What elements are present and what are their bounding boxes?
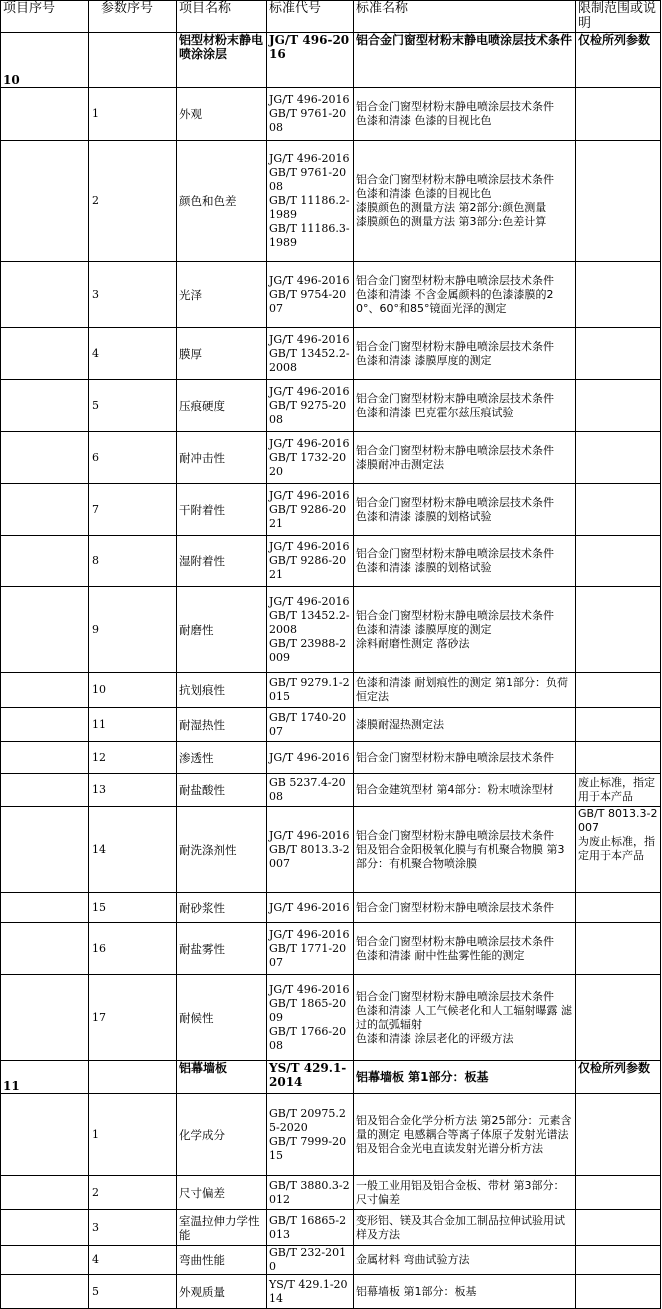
table-row — [1, 742, 661, 774]
group-std-code: YS/T 429.1-2014 — [267, 1061, 354, 1094]
param-no: 14 — [89, 807, 177, 893]
note — [576, 380, 661, 432]
param-no: 9 — [89, 587, 177, 673]
item-name: 耐磨性 — [177, 587, 267, 673]
std-code: JG/T 496-2016 GB/T 9275-2008 — [267, 380, 354, 432]
param-no: 11 — [89, 708, 177, 742]
group-std-name: 铝合金门窗型材粉末静电喷涂层技术条件 — [354, 33, 576, 88]
param-no-empty — [89, 1061, 177, 1094]
std-code: JG/T 496-2016 GB/T 1771-2007 — [267, 923, 354, 975]
item-name: 压痕硬度 — [177, 380, 267, 432]
std-code: JG/T 496-2016 GB/T 1732-2020 — [267, 432, 354, 484]
header-project-no: 项目序号 — [1, 1, 89, 33]
item-name: 耐盐雾性 — [177, 923, 267, 975]
std-name: 铝合金门窗型材粉末静电喷涂层技术条件 漆膜耐冲击测定法 — [354, 432, 576, 484]
param-no: 15 — [89, 893, 177, 923]
std-name: 铝合金门窗型材粉末静电喷涂层技术条件 色漆和清漆 漆膜的划格试验 — [354, 484, 576, 536]
std-code: JG/T 496-2016 GB/T 8013.3-2007 — [267, 807, 354, 893]
table-row — [1, 1246, 661, 1275]
item-name: 膜厚 — [177, 328, 267, 380]
item-name: 抗划痕性 — [177, 673, 267, 708]
std-code: JG/T 496-2016 GB/T 9754-2007 — [267, 262, 354, 328]
note — [576, 484, 661, 536]
std-name: 漆膜耐湿热测定法 — [354, 708, 576, 742]
note — [576, 587, 661, 673]
std-code: GB 5237.4-2008 — [267, 774, 354, 807]
note — [576, 708, 661, 742]
header-row — [1, 1, 661, 33]
std-code: GB/T 1740-2007 — [267, 708, 354, 742]
param-no: 2 — [89, 1176, 177, 1210]
std-name: 铝合金建筑型材 第4部分：粉末喷涂型材 — [354, 774, 576, 807]
std-code: GB/T 16865-2013 — [267, 1210, 354, 1246]
std-name: 铝合金门窗型材粉末静电喷涂层技术条件 色漆和清漆 不含金属颜料的色漆漆膜的20°、60°和85°镜面光泽的测定 — [354, 262, 576, 328]
std-name: 铝合金门窗型材粉末静电喷涂层技术条件 — [354, 893, 576, 923]
std-code: JG/T 496-2016 GB/T 1865-2009 GB/T 1766-2008 — [267, 975, 354, 1061]
table-row — [1, 484, 661, 536]
table-row — [1, 975, 661, 1061]
param-no: 5 — [89, 380, 177, 432]
note — [576, 1094, 661, 1176]
param-no: 8 — [89, 536, 177, 587]
note — [576, 893, 661, 923]
project-no: 11 — [1, 1061, 89, 1094]
table-row — [1, 1094, 661, 1176]
table-row — [1, 536, 661, 587]
note — [576, 1275, 661, 1309]
std-code: GB/T 9279.1-2015 — [267, 673, 354, 708]
item-name: 化学成分 — [177, 1094, 267, 1176]
item-name: 外观质量 — [177, 1275, 267, 1309]
std-name: 铝合金门窗型材粉末静电喷涂层技术条件 — [354, 742, 576, 774]
std-name: 铝幕墙板 第1部分：板基 — [354, 1275, 576, 1309]
std-code: GB/T 232-2010 — [267, 1246, 354, 1275]
param-no: 13 — [89, 774, 177, 807]
item-name: 室温拉伸力学性能 — [177, 1210, 267, 1246]
note — [576, 975, 661, 1061]
table-row — [1, 1176, 661, 1210]
header-param-no: 参数序号 — [89, 1, 177, 33]
table-row — [1, 673, 661, 708]
note — [576, 141, 661, 262]
group-std-code: JG/T 496-2016 — [267, 33, 354, 88]
std-name: 变形铝、镁及其合金加工制品拉伸试验用试样及方法 — [354, 1210, 576, 1246]
note — [576, 1246, 661, 1275]
item-name: 干附着性 — [177, 484, 267, 536]
table-row — [1, 1275, 661, 1309]
item-name: 耐砂浆性 — [177, 893, 267, 923]
table-row — [1, 141, 661, 262]
table-row — [1, 88, 661, 141]
note — [576, 923, 661, 975]
std-name: 铝合金门窗型材粉末静电喷涂层技术条件 色漆和清漆 漆膜的划格试验 — [354, 536, 576, 587]
param-no: 16 — [89, 923, 177, 975]
group-row — [1, 1061, 661, 1094]
table-row — [1, 262, 661, 328]
item-name: 耐湿热性 — [177, 708, 267, 742]
item-name: 耐候性 — [177, 975, 267, 1061]
group-item-name: 铝型材粉末静电喷涂涂层 — [177, 33, 267, 88]
std-code: JG/T 496-2016 GB/T 9761-2008 GB/T 11186.2-1989 GB/T 11186.3-1989 — [267, 141, 354, 262]
note — [576, 88, 661, 141]
table-row — [1, 708, 661, 742]
table-row — [1, 923, 661, 975]
param-no: 6 — [89, 432, 177, 484]
header-item-name: 项目名称 — [177, 1, 267, 33]
item-name: 尺寸偏差 — [177, 1176, 267, 1210]
note: 废止标准，指定用于本产品 — [576, 774, 661, 807]
group-row — [1, 33, 661, 88]
param-no: 12 — [89, 742, 177, 774]
std-name: 铝合金门窗型材粉末静电喷涂层技术条件 色漆和清漆 巴克霍尔兹压痕试验 — [354, 380, 576, 432]
table-row — [1, 328, 661, 380]
std-name: 铝合金门窗型材粉末静电喷涂层技术条件 色漆和清漆 人工气候老化和人工辐射曝露 滤过的氙弧辐射 色漆和清漆 涂层老化的评级方法 — [354, 975, 576, 1061]
std-code: JG/T 496-2016 GB/T 13452.2-2008 GB/T 23988-2009 — [267, 587, 354, 673]
item-name: 颜色和色差 — [177, 141, 267, 262]
std-name: 铝合金门窗型材粉末静电喷涂层技术条件 色漆和清漆 耐中性盐雾性能的测定 — [354, 923, 576, 975]
group-note: 仅检所列参数 — [576, 1061, 661, 1094]
item-name: 耐冲击性 — [177, 432, 267, 484]
std-name: 铝合金门窗型材粉末静电喷涂层技术条件 色漆和清漆 漆膜厚度的测定 — [354, 328, 576, 380]
table-row — [1, 380, 661, 432]
param-no: 5 — [89, 1275, 177, 1309]
std-name: 金属材料 弯曲试验方法 — [354, 1246, 576, 1275]
std-code: JG/T 496-2016 GB/T 9286-2021 — [267, 536, 354, 587]
std-code: GB/T 3880.3-2012 — [267, 1176, 354, 1210]
param-no: 4 — [89, 1246, 177, 1275]
std-name: 铝合金门窗型材粉末静电喷涂层技术条件 色漆和清漆 色漆的目视比色 漆膜颜色的测量方法 第2部分:颜色测量 漆膜颜色的测量方法 第3部分:色差计算 — [354, 141, 576, 262]
param-no: 7 — [89, 484, 177, 536]
std-code: JG/T 496-2016 GB/T 9286-2021 — [267, 484, 354, 536]
param-no: 2 — [89, 141, 177, 262]
std-code: GB/T 20975.25-2020 GB/T 7999-2015 — [267, 1094, 354, 1176]
group-note: 仅检所列参数 — [576, 33, 661, 88]
note — [576, 328, 661, 380]
note — [576, 742, 661, 774]
std-name: 色漆和清漆 耐划痕性的测定 第1部分：负荷恒定法 — [354, 673, 576, 708]
table-row — [1, 807, 661, 893]
std-code: JG/T 496-2016 — [267, 893, 354, 923]
item-name: 耐盐酸性 — [177, 774, 267, 807]
param-no: 3 — [89, 262, 177, 328]
table-row — [1, 774, 661, 807]
group-std-name: 铝幕墙板 第1部分：板基 — [354, 1061, 576, 1094]
std-name: 一般工业用铝及铝合金板、带材 第3部分：尺寸偏差 — [354, 1176, 576, 1210]
note — [576, 1176, 661, 1210]
item-name: 渗透性 — [177, 742, 267, 774]
note — [576, 1210, 661, 1246]
param-no: 1 — [89, 88, 177, 141]
item-name: 湿附着性 — [177, 536, 267, 587]
header-std-code: 标准代号 — [267, 1, 354, 33]
note: GB/T 8013.3-2007 为废止标准，指定用于本产品 — [576, 807, 661, 893]
std-code: JG/T 496-2016 GB/T 13452.2-2008 — [267, 328, 354, 380]
group-item-name: 铝幕墙板 — [177, 1061, 267, 1094]
param-no-empty — [89, 33, 177, 88]
note — [576, 262, 661, 328]
header-note: 限制范围或说明 — [576, 1, 661, 33]
item-name: 耐洗涤剂性 — [177, 807, 267, 893]
std-code: JG/T 496-2016 GB/T 9761-2008 — [267, 88, 354, 141]
table-row — [1, 893, 661, 923]
table-row — [1, 432, 661, 484]
param-no: 3 — [89, 1210, 177, 1246]
std-code: YS/T 429.1-2014 — [267, 1275, 354, 1309]
std-name: 铝合金门窗型材粉末静电喷涂层技术条件 铝及铝合金阳极氧化膜与有机聚合物膜 第3部分：有机聚合物喷涂膜 — [354, 807, 576, 893]
item-name: 光泽 — [177, 262, 267, 328]
note — [576, 673, 661, 708]
param-no: 10 — [89, 673, 177, 708]
std-name: 铝合金门窗型材粉末静电喷涂层技术条件 色漆和清漆 漆膜厚度的测定 涂料耐磨性测定 落砂法 — [354, 587, 576, 673]
project-no: 10 — [1, 33, 89, 88]
note — [576, 432, 661, 484]
table-row — [1, 1210, 661, 1246]
header-std-name: 标准名称 — [354, 1, 576, 33]
note — [576, 536, 661, 587]
param-no: 4 — [89, 328, 177, 380]
std-name: 铝合金门窗型材粉末静电喷涂层技术条件 色漆和清漆 色漆的目视比色 — [354, 88, 576, 141]
param-no: 1 — [89, 1094, 177, 1176]
std-name: 铝及铝合金化学分析方法 第25部分：元素含量的测定 电感耦合等离子体原子发射光谱法 铝及铝合金光电直读发射光谱分析方法 — [354, 1094, 576, 1176]
item-name: 弯曲性能 — [177, 1246, 267, 1275]
std-code: JG/T 496-2016 — [267, 742, 354, 774]
table-row — [1, 587, 661, 673]
item-name: 外观 — [177, 88, 267, 141]
param-no: 17 — [89, 975, 177, 1061]
